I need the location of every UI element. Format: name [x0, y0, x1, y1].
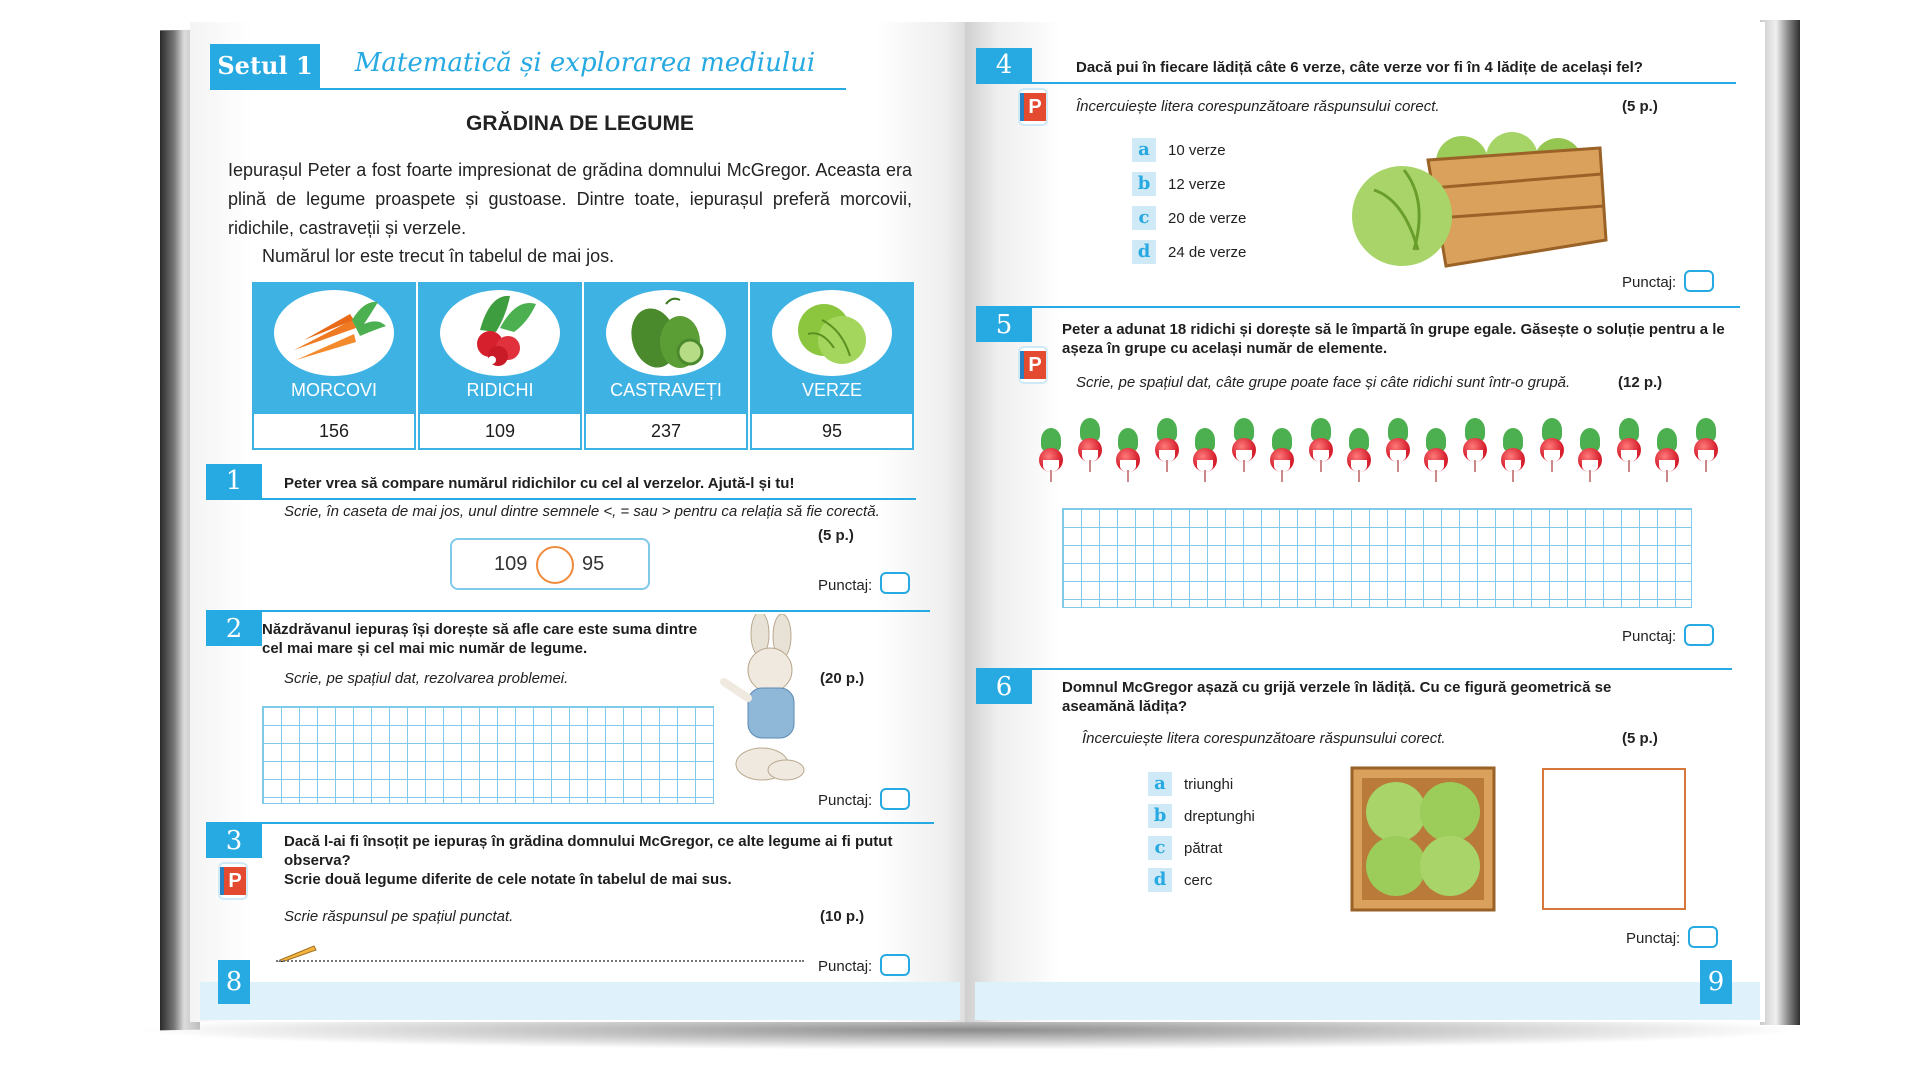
value-verze: 95: [750, 412, 914, 450]
question-5-score-box[interactable]: [1684, 624, 1714, 646]
question-1-rule: [206, 498, 916, 500]
q4-option-d-letter[interactable]: d: [1132, 240, 1156, 264]
question-2-answer-grid[interactable]: [262, 706, 714, 804]
q4-option-c-letter[interactable]: c: [1132, 206, 1156, 230]
value-castraveti: 237: [584, 412, 748, 450]
question-3-text: Dacă l-ai fi însoțit pe iepuraș în grădina domnului McGregor, ce alte legume ai fi putut observa?: [284, 833, 893, 869]
radish-icon: [1190, 428, 1220, 484]
page-number-right: 9: [1700, 960, 1732, 1004]
comparison-box: [450, 538, 650, 590]
table-header-ridichi: [418, 282, 584, 412]
crate-top-view-illustration: [1350, 766, 1496, 912]
question-5-number: 5: [976, 308, 1032, 342]
q6-option-c-text: pătrat: [1184, 840, 1223, 857]
q4-option-c-text: 20 de verze: [1168, 210, 1247, 227]
question-4-punctaj-label: Punctaj:: [1622, 274, 1677, 291]
q6-option-a-letter[interactable]: a: [1148, 772, 1172, 796]
radish-icon: [1652, 428, 1682, 484]
question-1-number: 1: [206, 464, 262, 498]
question-5-text: Peter a adunat 18 ridichi și dorește să le împartă în grupe egale. Găsește o soluție pentru a le așeza în grupe cu același număr de elemente.: [1062, 321, 1725, 357]
radish-icon: [1383, 418, 1413, 474]
question-5-instruction: Scrie, pe spațiul dat, câte grupe poate face și câte ridichi sunt într-o grupă.: [1076, 374, 1571, 391]
question-1-score-box[interactable]: [880, 572, 910, 594]
q6-option-b-letter[interactable]: b: [1148, 804, 1172, 828]
comparison-answer-circle[interactable]: [536, 546, 574, 584]
question-3-instruction: Scrie răspunsul pe spațiul punctat.: [284, 908, 514, 925]
table-header-verze: [750, 282, 914, 412]
question-1-instruction: Scrie, în caseta de mai jos, unul dintre semnele <, = sau > pentru ca relația să fie corectă.: [284, 503, 880, 520]
question-2-points: (20 p.): [820, 670, 865, 687]
question-6-instruction: Încercuiește litera corespunzătoare răspunsului corect.: [1082, 730, 1446, 747]
q6-option-a-text: triunghi: [1184, 776, 1234, 793]
q4-option-b-text: 12 verze: [1168, 176, 1226, 193]
table-header-morcovi: [252, 282, 418, 412]
question-1-points: (5 p.): [818, 527, 854, 544]
veg-name-castraveti: CASTRAVEȚI: [610, 380, 722, 400]
radish-icon: [440, 290, 560, 376]
radish-icon: [1036, 428, 1066, 484]
q6-option-b-text: dreptunghi: [1184, 808, 1255, 825]
question-3-points: (10 p.): [820, 908, 865, 925]
veg-name-verze: VERZE: [801, 380, 862, 400]
subject-title: Matematică și explorarea mediului: [354, 48, 816, 78]
radish-icon: [1229, 418, 1259, 474]
radish-icon: [1537, 418, 1567, 474]
question-6-score-box[interactable]: [1688, 926, 1718, 948]
cabbage-crate-illustration: [1344, 130, 1624, 270]
radish-icon: [1575, 428, 1605, 484]
question-1-text: Peter vrea să compare numărul ridichilor cu cel al verzelor. Ajută-l și tu!: [284, 475, 795, 492]
question-4-number: 4: [976, 48, 1032, 82]
value-morcovi: 156: [252, 412, 416, 450]
q4-option-a-text: 10 verze: [1168, 142, 1226, 159]
question-6-punctaj-label: Punctaj:: [1626, 930, 1681, 947]
comparison-right-value: 95: [582, 553, 605, 575]
radish-icon: [1691, 418, 1721, 474]
veg-name-ridichi: RIDICHI: [466, 380, 534, 400]
radish-icon: [1344, 428, 1374, 484]
radish-icon: [1498, 428, 1528, 484]
question-2-top-rule: [206, 610, 930, 612]
question-2-punctaj-label: Punctaj:: [818, 792, 873, 809]
question-6-top-rule: [976, 668, 1732, 670]
p-badge-letter-5: P: [1020, 351, 1046, 379]
page-title: GRĂDINA DE LEGUME: [466, 112, 694, 135]
p-badge-letter: P: [220, 867, 246, 895]
question-2-number: 2: [206, 612, 262, 646]
question-4-instruction: Încercuiește litera corespunzătoare răspunsului corect.: [1076, 98, 1440, 115]
left-page-footer-band: [200, 982, 960, 1020]
question-6-text: Domnul McGregor așază cu grijă verzele în lădiță. Cu ce figură geometrică se aseamănă lădița?: [1062, 679, 1612, 715]
question-4-points: (5 p.): [1622, 98, 1658, 115]
question-3-top-rule: [206, 822, 934, 824]
question-4-rule: [976, 82, 1736, 84]
p-badge-icon-5: [1018, 346, 1048, 384]
intro-paragraph-2: Numărul lor este trecut în tabelul de mai jos.: [262, 246, 615, 266]
radish-icon: [1113, 428, 1143, 484]
value-ridichi: 109: [418, 412, 582, 450]
cucumber-icon: [606, 290, 726, 376]
bunny-illustration: [712, 614, 822, 790]
intro-paragraph: Iepurașul Peter a fost foarte impresionat de grădina domnului McGregor. Aceasta era plină de legume proaspete și gustoase. Dintre toate, iepurașul preferă morcovii, ridichile, castraveții și verzele.: [228, 160, 912, 238]
question-5-answer-grid[interactable]: [1062, 508, 1692, 608]
radish-icon: [1267, 428, 1297, 484]
question-5-points: (12 p.): [1618, 374, 1663, 391]
radish-icon: [1421, 428, 1451, 484]
radish-icon: [1614, 418, 1644, 474]
question-2-text: Năzdrăvanul iepuraș își dorește să afle care este suma dintre cel mai mare și cel mai mic număr de legume.: [262, 621, 698, 657]
radish-icon: [1306, 418, 1336, 474]
question-3-score-box[interactable]: [880, 954, 910, 976]
table-header-castraveti: [584, 282, 750, 412]
question-1-punctaj-label: Punctaj:: [818, 577, 873, 594]
answer-drawing-square[interactable]: [1542, 768, 1686, 910]
question-4-score-box[interactable]: [1684, 270, 1714, 292]
p-badge-icon: [218, 862, 248, 900]
radish-icon: [1075, 418, 1105, 474]
page-number-left: 8: [218, 960, 250, 1004]
question-6-number: 6: [976, 670, 1032, 704]
question-2-instruction: Scrie, pe spațiul dat, rezolvarea problemei.: [284, 670, 569, 687]
q4-option-d-text: 24 de verze: [1168, 244, 1247, 261]
veg-name-morcovi: MORCOVI: [290, 380, 377, 400]
question-3-text-2: Scrie două legume diferite de cele notate în tabelul de mai sus.: [284, 871, 732, 888]
q4-option-a-letter[interactable]: a: [1132, 138, 1156, 162]
q4-option-b-letter[interactable]: b: [1132, 172, 1156, 196]
radish-icon: [1460, 418, 1490, 474]
header-rule: [210, 88, 846, 90]
comparison-left-value: 109: [494, 553, 528, 575]
question-3-answer-line[interactable]: [276, 958, 804, 962]
p-badge-letter-4: P: [1020, 93, 1046, 121]
cabbage-icon: [772, 290, 892, 376]
q6-option-d-letter[interactable]: d: [1148, 868, 1172, 892]
question-2-score-box[interactable]: [880, 788, 910, 810]
q6-option-d-text: cerc: [1184, 872, 1213, 889]
radish-icon: [1152, 418, 1182, 474]
question-4-text: Dacă pui în fiecare lădiță câte 6 verze, câte verze vor fi în 4 lădițe de același fel?: [1076, 59, 1643, 76]
p-badge-icon-4: [1018, 88, 1048, 126]
question-5-punctaj-label: Punctaj:: [1622, 628, 1677, 645]
question-6-points: (5 p.): [1622, 730, 1658, 747]
carrot-icon: [274, 290, 394, 376]
q6-option-c-letter[interactable]: c: [1148, 836, 1172, 860]
question-3-punctaj-label: Punctaj:: [818, 958, 873, 975]
set-label: Setul 1: [210, 44, 320, 88]
question-5-top-rule: [976, 306, 1740, 308]
question-3-number: 3: [206, 824, 262, 858]
right-page-footer-band: [975, 982, 1760, 1020]
book-spine-right: [1760, 20, 1800, 1025]
